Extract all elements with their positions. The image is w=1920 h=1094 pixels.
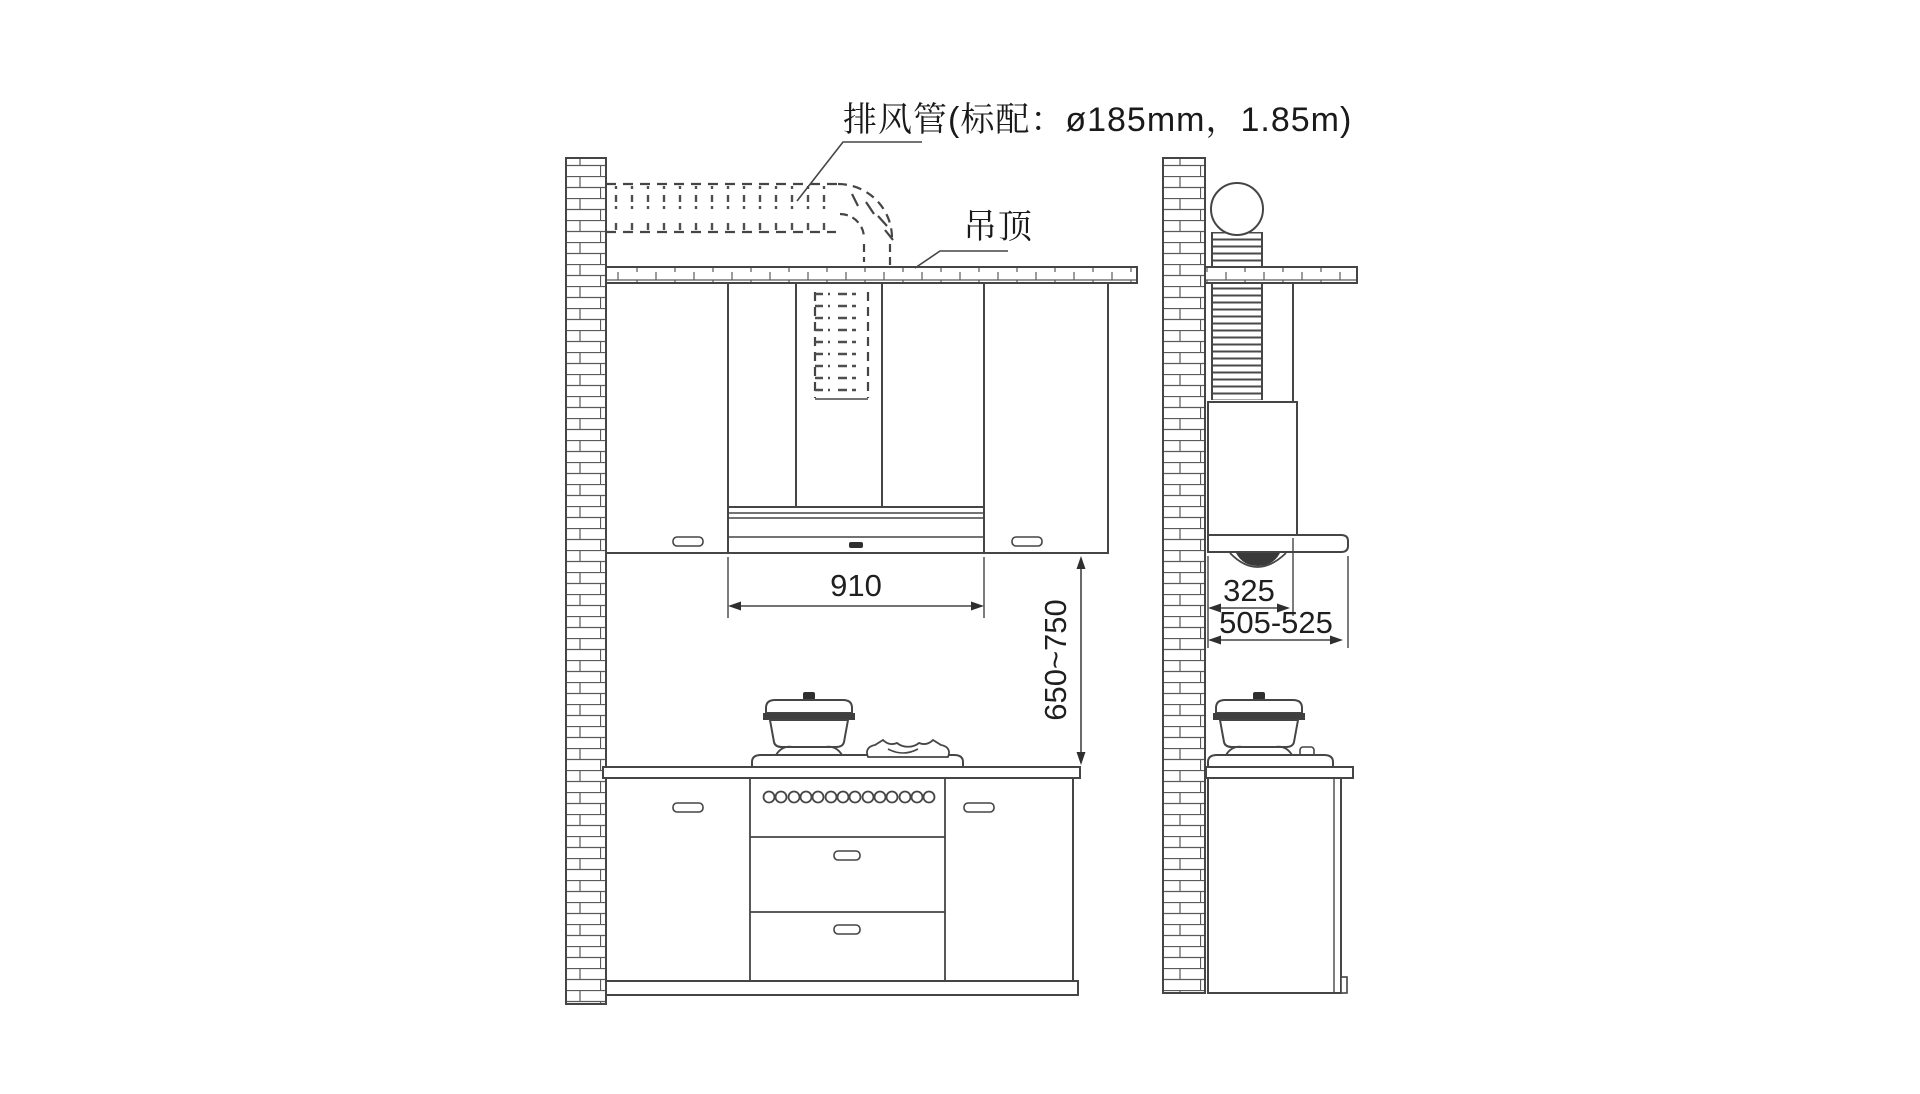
side-view	[1163, 158, 1357, 993]
dimension-hood-width	[728, 557, 984, 618]
right-wall-cabinet-handle	[1012, 537, 1042, 546]
ceiling-note	[915, 208, 1033, 268]
duct-note-label: 排风管(标配：ø185mm，1.85m)	[843, 101, 1353, 139]
duct-elbow-circle	[1211, 183, 1263, 235]
pot-side	[1213, 692, 1305, 755]
dim-bottom-depth-value: 505-525	[1219, 605, 1333, 640]
duct-note	[797, 101, 1352, 201]
dim-install-height-value: 650~750	[1038, 599, 1073, 721]
hood-control-mark	[849, 542, 863, 548]
ceiling-label: 吊顶	[963, 208, 1033, 246]
dimension-install-height	[1038, 556, 1086, 765]
hood-bottom-plate-side	[1208, 535, 1348, 552]
left-door-handle	[673, 803, 703, 812]
kick-plate	[606, 981, 1078, 995]
base-cabinet	[603, 767, 1080, 995]
duct-in-chimney-dashed	[815, 292, 868, 399]
side-duct	[1211, 183, 1263, 400]
stove-side	[1208, 747, 1333, 767]
right-door-handle	[964, 803, 994, 812]
front-wall-brick-column	[566, 158, 606, 1004]
base-cabinet-side	[1206, 767, 1353, 993]
dim-top-depth-value: 325	[1223, 573, 1275, 608]
front-ceiling-slab	[606, 267, 1137, 283]
left-wall-cabinet	[606, 283, 728, 553]
right-wall-cabinet	[984, 283, 1108, 553]
left-wall-cabinet-handle	[673, 537, 703, 546]
cooktop-front	[752, 692, 963, 767]
side-ceiling-slab	[1205, 267, 1357, 283]
hood-canopy	[728, 507, 984, 553]
side-wall-brick-column	[1163, 158, 1205, 993]
burner-front	[867, 740, 949, 757]
dimension-bottom-depth	[1208, 605, 1343, 645]
middle-drawer-handle	[834, 851, 860, 860]
cabinet-foot-side	[1341, 977, 1347, 993]
bottom-drawer-handle	[834, 925, 860, 934]
hood-body-side	[1208, 402, 1297, 535]
exhaust-duct-dashed	[606, 184, 893, 268]
countertop-front	[603, 767, 1080, 778]
suction-dome	[1236, 553, 1280, 566]
pot-front	[763, 692, 855, 755]
dim-hood-width-value: 910	[830, 568, 882, 603]
countertop-side	[1206, 767, 1353, 778]
